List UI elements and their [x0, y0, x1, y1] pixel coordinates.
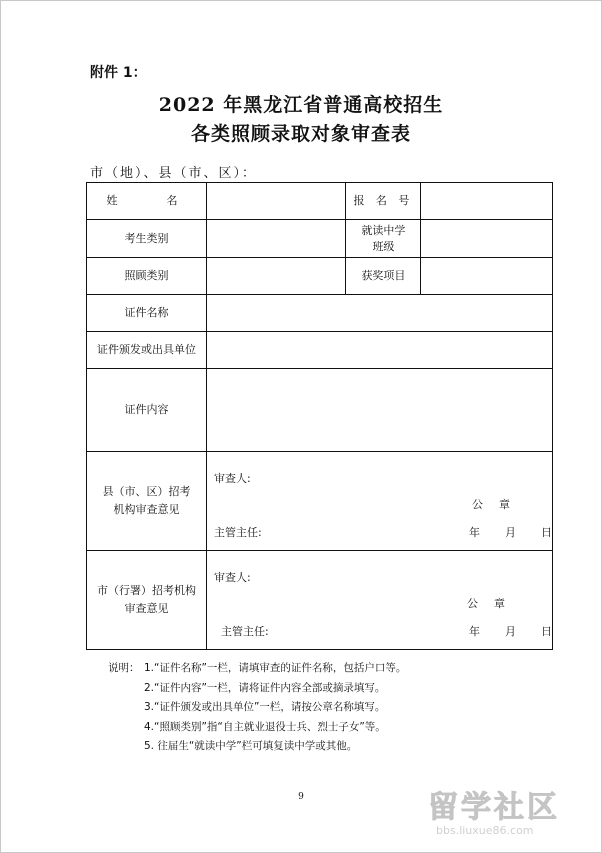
region-label: 市（地）、县（市、区）： [90, 166, 258, 181]
review-form-table [86, 182, 553, 650]
care-type-label: 照顾类别 [87, 258, 207, 295]
county-reviewer-label: 审查人: [213, 472, 251, 485]
award-label: 获奖项目 [346, 258, 421, 295]
page-title-line1: 2022 年黑龙江省普通高校招生 [158, 94, 444, 116]
candidate-type-label: 考生类别 [87, 220, 207, 258]
city-date [469, 623, 552, 639]
care-type-field[interactable] [206, 258, 346, 295]
county-opinion-label: 县（市、区）招考机构审查意见 [87, 452, 207, 551]
city-month-label: 月 [504, 625, 516, 638]
city-year-label: 年 [468, 625, 480, 638]
page-title-line2: 各类照顾录取对象审查表 [190, 123, 411, 145]
form-row-cert-issuer [87, 332, 553, 369]
cert-issuer-field[interactable] [206, 332, 552, 369]
school-class-field[interactable] [421, 220, 553, 258]
name-label: 姓 名 [87, 183, 207, 220]
form-row-county-opinion [87, 452, 553, 551]
notes [108, 659, 406, 757]
cert-name-label: 证件名称 [87, 295, 207, 332]
watermark [428, 780, 596, 844]
reg-no-label: 报 名 号 [346, 183, 421, 220]
watermark-text: 留学社区 [428, 790, 560, 825]
page-number: 9 [298, 792, 304, 802]
note-item: 说明： 1.“证件名称”一栏，请填审查的证件名称，包括户口等。 [108, 659, 406, 679]
notes-head: 说明： [108, 662, 140, 674]
city-seal-label: 公章 [466, 597, 521, 610]
city-day-label: 日 [540, 625, 552, 638]
form-row-candidate [87, 220, 553, 258]
city-opinion-label: 市（行署）招考机构审查意见 [87, 551, 207, 650]
name-field[interactable] [206, 183, 346, 220]
county-day-label: 日 [540, 526, 552, 539]
cert-issuer-label: 证件颁发或出具单位 [87, 332, 207, 369]
watermark-url: bbs.liuxue86.com [436, 824, 534, 837]
county-opinion-field[interactable] [206, 452, 552, 551]
city-opinion-field[interactable] [206, 551, 552, 650]
county-month-label: 月 [504, 526, 516, 539]
county-year-label: 年 [468, 526, 480, 539]
note-item: 3.“证件颁发或出具单位”一栏，请按公章名称填写。 [144, 701, 386, 713]
reg-no-field[interactable] [421, 183, 553, 220]
county-seal-label: 公章 [471, 498, 526, 511]
cert-content-label: 证件内容 [87, 369, 207, 452]
attachment-label: 附件 1： [90, 65, 147, 81]
city-reviewer-label: 审查人: [213, 571, 251, 584]
award-field[interactable] [421, 258, 553, 295]
form-row-cert-name [87, 295, 553, 332]
note-item: 2.“证件内容”一栏，请将证件内容全部或摘录填写。 [144, 681, 386, 694]
county-director-label: 主管主任: [213, 526, 262, 539]
cert-content-field[interactable] [206, 369, 552, 452]
form-row-cert-content [87, 369, 553, 452]
county-date [469, 524, 552, 540]
note-item: 5. 往届生“就读中学”栏可填复读中学或其他。 [144, 740, 358, 752]
cert-name-field[interactable] [206, 295, 552, 332]
form-row-care [87, 258, 553, 295]
form-row-name [87, 183, 553, 220]
candidate-type-field[interactable] [206, 220, 346, 258]
note-item: 4.“照顾类别”指“自主就业退役士兵、烈士子女”等。 [144, 720, 386, 733]
form-row-city-opinion [87, 551, 553, 650]
school-class-label: 就读中学班级 [346, 220, 421, 258]
city-director-label: 主管主任: [220, 625, 269, 638]
